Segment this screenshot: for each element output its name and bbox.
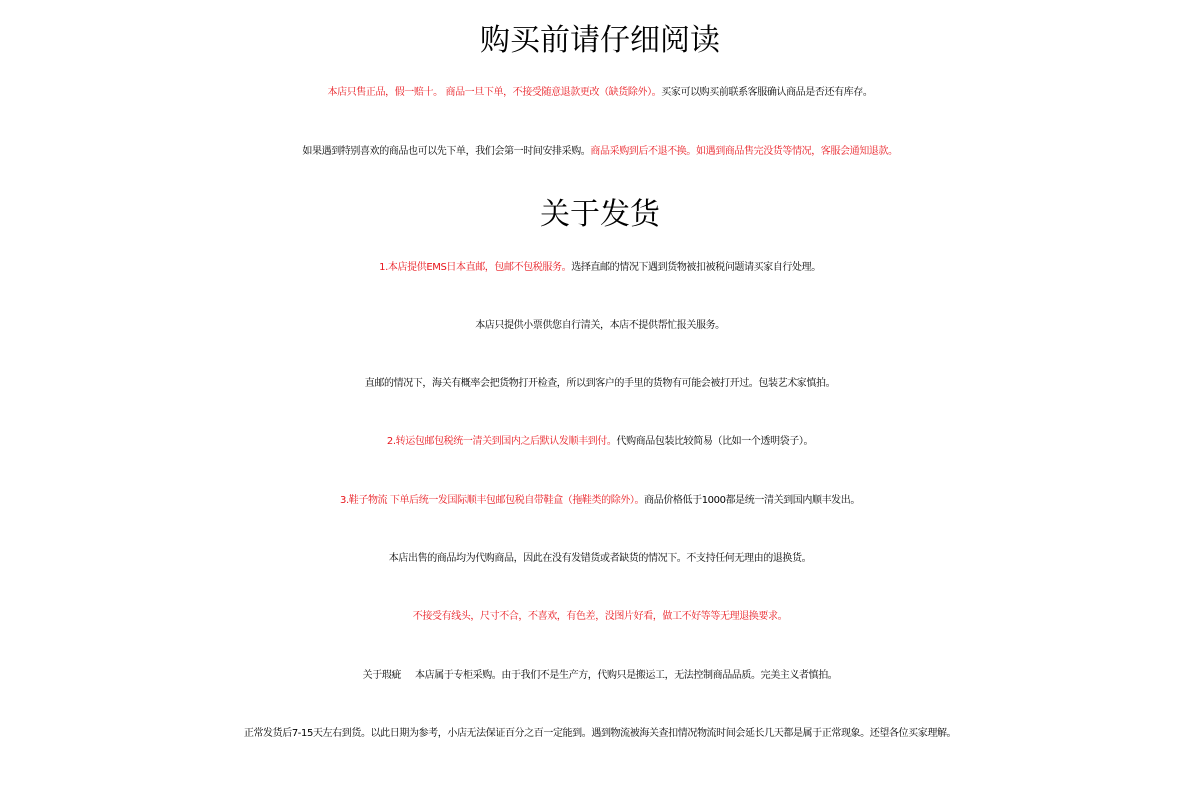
shipping-item-1: [0, 256, 1200, 280]
delivery-time-line: 正常发货后7-15天左右到货。以此日期为参考，小店无法保证百分之百一定能到。遇到物流被海关查扣情况物流时间会延长几天都是属于正常现象。还望各位买家理解。: [243, 728, 957, 739]
price-threshold-note: 商品价格低于1000都是统一清关到国内顺丰发出。: [644, 495, 860, 506]
preorder-note: 如果遇到特别喜欢的商品也可以先下单，我们会第一时间安排采购。: [302, 146, 591, 157]
defect-policy-line: [0, 664, 1200, 688]
shoe-shipping-red: 3.鞋子物流 下单后统一发国际顺丰包邮包税自带鞋盒（拖鞋类的除外）。: [340, 495, 645, 506]
defect-label: 关于瑕疵: [362, 670, 401, 681]
purchase-notice-title: 购买前请仔细阅读: [480, 23, 720, 58]
no-return-reason-line: 本店出售的商品均为代购商品，因此在没有发错货或者缺货的情况下。不支持任何无理由的退换货。: [388, 553, 812, 564]
shipping-item-2: [0, 430, 1200, 454]
shipping-item-3: [0, 489, 1200, 513]
no-return-policy-red: 商品采购到后不退不换。如遇到商品售完没货等情况，客服会通知退款。: [590, 146, 898, 157]
unacceptable-return-reasons: 不接受有线头，尺寸不合，不喜欢，有色差，没图片好看，做工不好等等无理退换要求。: [412, 611, 788, 622]
packaging-note: 代购商品包装比较简易（比如一个透明袋子）。: [616, 436, 814, 447]
preorder-policy-line: [0, 140, 1200, 164]
defect-policy-text: 本店属于专柜采购。由于我们不是生产方，代购只是搬运工，无法控制商品品质。完美主义者慎拍。: [415, 670, 838, 681]
customs-receipt-line: 本店只提供小票供您自行清关，本店不提供帮忙报关服务。: [475, 320, 725, 331]
stock-check-note: 买家可以购买前联系客服确认商品是否还有库存。: [661, 87, 873, 98]
authenticity-policy-red: 本店只售正品，假一赔十。 商品一旦下单，不接受随意退款更改（缺货除外）。: [327, 87, 662, 98]
tax-issue-note: 选择直邮的情况下遇到货物被扣被税问题请买家自行处理。: [571, 262, 821, 273]
ems-direct-mail-red: 1.本店提供EMS日本直邮，包邮不包税服务。: [379, 262, 572, 273]
customs-inspection-line: 直邮的情况下，海关有概率会把货物打开检查，所以到客户的手里的货物有可能会被打开过。包装艺术家慎拍。: [364, 378, 836, 389]
shipping-title: 关于发货: [540, 197, 660, 232]
transfer-shipping-red: 2.转运包邮包税统一清关到国内之后默认发顺丰到付。: [386, 436, 617, 447]
authenticity-policy-line: [0, 81, 1200, 105]
